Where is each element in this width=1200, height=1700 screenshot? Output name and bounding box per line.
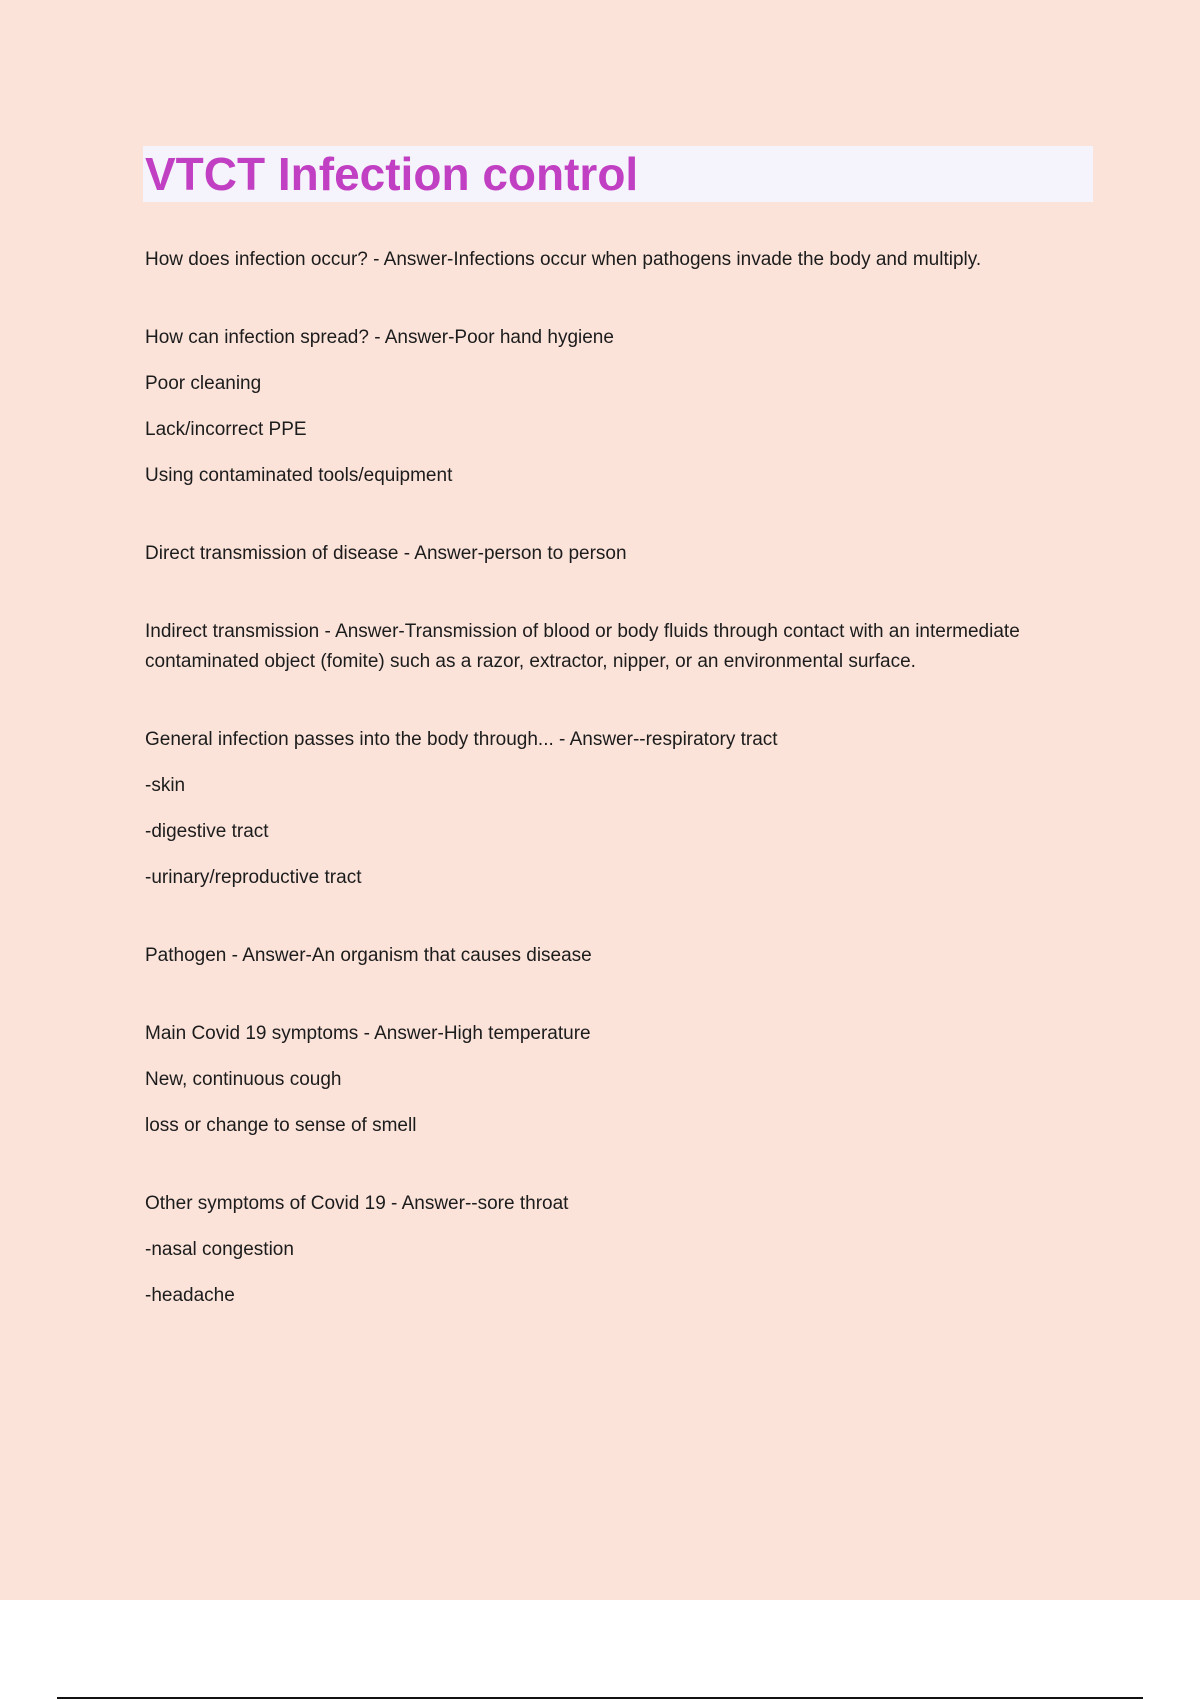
qa-item-infection-occur (145, 245, 1065, 275)
qa-item-covid-main-symptoms (145, 1019, 1065, 1141)
qa-line: -digestive tract (145, 821, 269, 842)
qa-line: New, continuous cough (145, 1069, 342, 1090)
qa-item-infection-spread (145, 323, 1065, 491)
qa-line: -headache (145, 1285, 235, 1306)
qa-item-infection-entry (145, 725, 1065, 893)
qa-line: loss or change to sense of smell (145, 1115, 417, 1136)
page-title: VTCT Infection control (145, 148, 639, 200)
qa-line: Pathogen - Answer-An organism that causes disease (145, 945, 592, 966)
qa-line: Main Covid 19 symptoms - Answer-High temperature (145, 1023, 591, 1044)
qa-line: General infection passes into the body through... - Answer--respiratory tract (145, 729, 778, 750)
qa-line: Poor cleaning (145, 373, 262, 394)
qa-line: Direct transmission of disease - Answer-person to person (145, 543, 627, 564)
qa-line: Using contaminated tools/equipment (145, 465, 453, 486)
title-banner (143, 146, 1093, 202)
qa-item-direct-transmission (145, 539, 1065, 569)
qa-line: -skin (145, 775, 186, 796)
qa-item-pathogen (145, 941, 1065, 971)
qa-paragraph: Indirect transmission - Answer-Transmission of blood or body fluids through contact with an intermediate contaminated object (fomite) such as a razor, extractor, nipper, or an environmental surface. (145, 621, 1020, 672)
footer-divider (57, 1697, 1143, 1699)
qa-line: How does infection occur? - Answer-Infections occur when pathogens invade the body and multiply. (145, 249, 982, 270)
qa-line: -urinary/reproductive tract (145, 867, 362, 888)
qa-list (145, 245, 1065, 1359)
qa-item-indirect-transmission (145, 617, 1065, 677)
qa-line: How can infection spread? - Answer-Poor hand hygiene (145, 327, 614, 348)
qa-line: -nasal congestion (145, 1239, 294, 1260)
qa-line: Other symptoms of Covid 19 - Answer--sore throat (145, 1193, 569, 1214)
qa-line: Lack/incorrect PPE (145, 419, 307, 440)
qa-item-covid-other-symptoms (145, 1189, 1065, 1311)
